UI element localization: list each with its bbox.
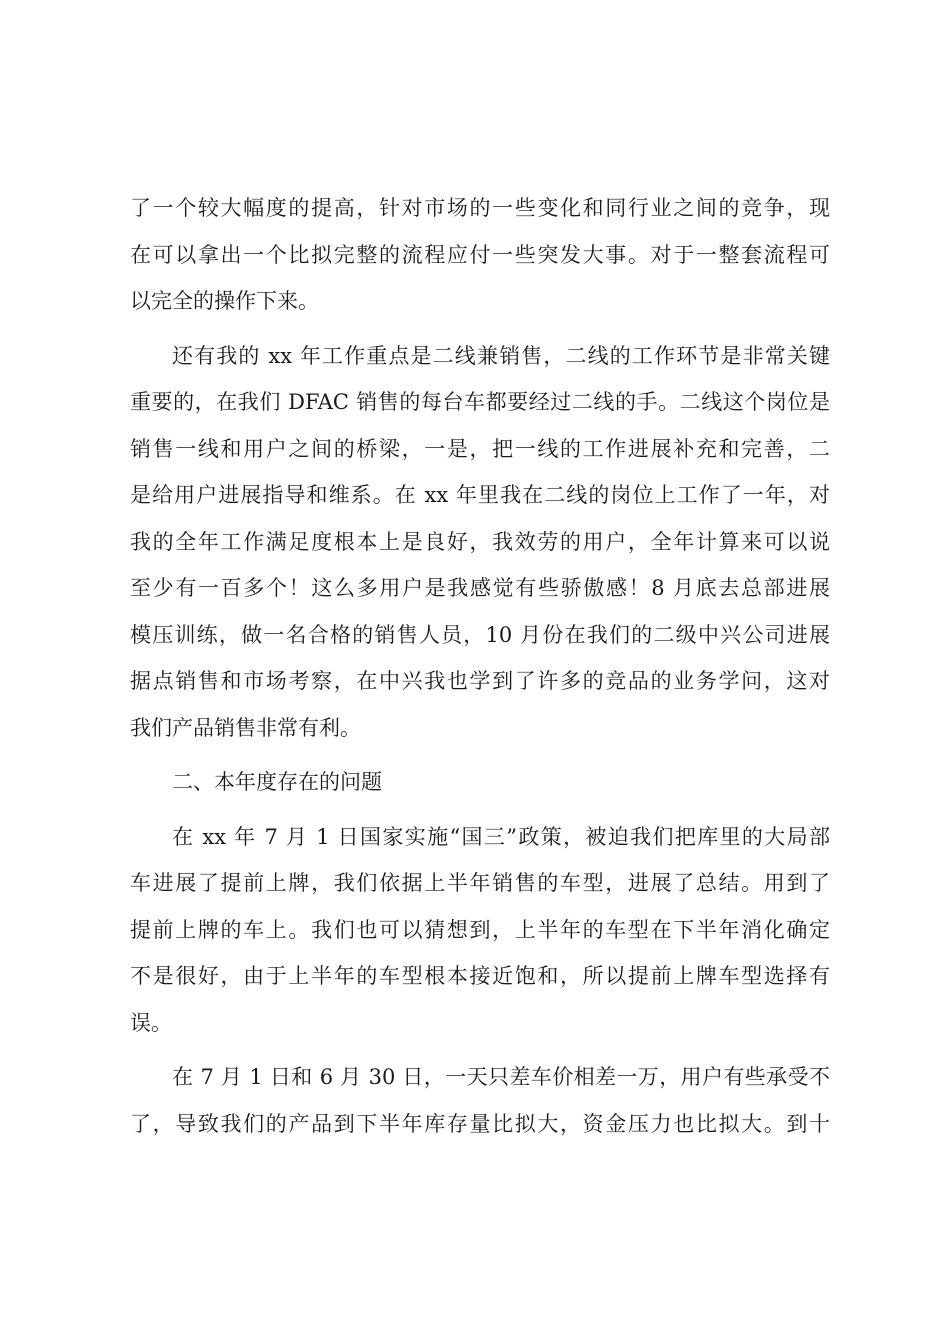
text-line: 销售一线和用户之间的桥梁，一是，把一线的工作进展补充和完善，二 [130,436,830,461]
text-line: 在 xx 年 7 月 1 日国家实施“国三”政策，被迫我们把库里的大局部 [172,824,830,849]
text-line: 模压训练，做一名合格的销售人员，10 月份在我们的二级中兴公司进展 [130,622,830,647]
paragraph-5 [130,1054,830,1147]
text-line: 了，导致我们的产品到下半年库存量比拟大，资金压力也比拟大。到十 [130,1111,830,1136]
section-heading-text: 二、本年度存在的问题 [172,770,382,794]
text-line: 在可以拿出一个比拟完整的流程应付一些突发大事。对于一整套流程可 [130,242,830,267]
text-line: 提前上牌的车上。我们也可以猜想到，上半年的车型在下半年消化确定 [130,917,830,942]
text-line: 不是很好，由于上半年的车型根本接近饱和，所以提前上牌车型选择有 [130,964,830,988]
text-line: 我的全年工作满足度根本上是良好，我效劳的用户，全年计算来可以说 [130,529,830,554]
text-line: 还有我的 xx 年工作重点是二线兼销售，二线的工作环节是非常关键 [172,343,830,368]
text-line: 以完全的操作下来。 [130,289,319,313]
text-line: 在 7 月 1 日和 6 月 30 日，一天只差车价相差一万，用户有些承受不 [172,1065,830,1089]
paragraph-2 [130,333,830,752]
text-line: 是给用户进展指导和维系。在 xx 年里我在二线的岗位上工作了一年，对 [130,483,830,507]
text-line: 了一个较大幅度的提高，针对市场的一些变化和同行业之间的竞争，现 [130,196,830,220]
paragraph-4 [130,814,830,1047]
section-heading [130,759,830,806]
text-line: 据点销售和市场考察，在中兴我也学到了许多的竞品的业务学问，这对 [130,669,830,693]
text-line: 我们产品销售非常有利。 [130,715,361,740]
text-line: 至少有一百多个！这么多用户是我感觉有些骄傲感！8 月底去总部进展 [130,576,830,600]
text-line: 误。 [130,1010,172,1035]
paragraph-1 [130,185,830,325]
text-line: 车进展了提前上牌，我们依据上半年销售的车型，进展了总结。用到了 [130,871,830,895]
document-body [130,185,830,1147]
text-line: 重要的，在我们 DFAC 销售的每台车都要经过二线的手。二线这个岗位是 [130,390,830,414]
